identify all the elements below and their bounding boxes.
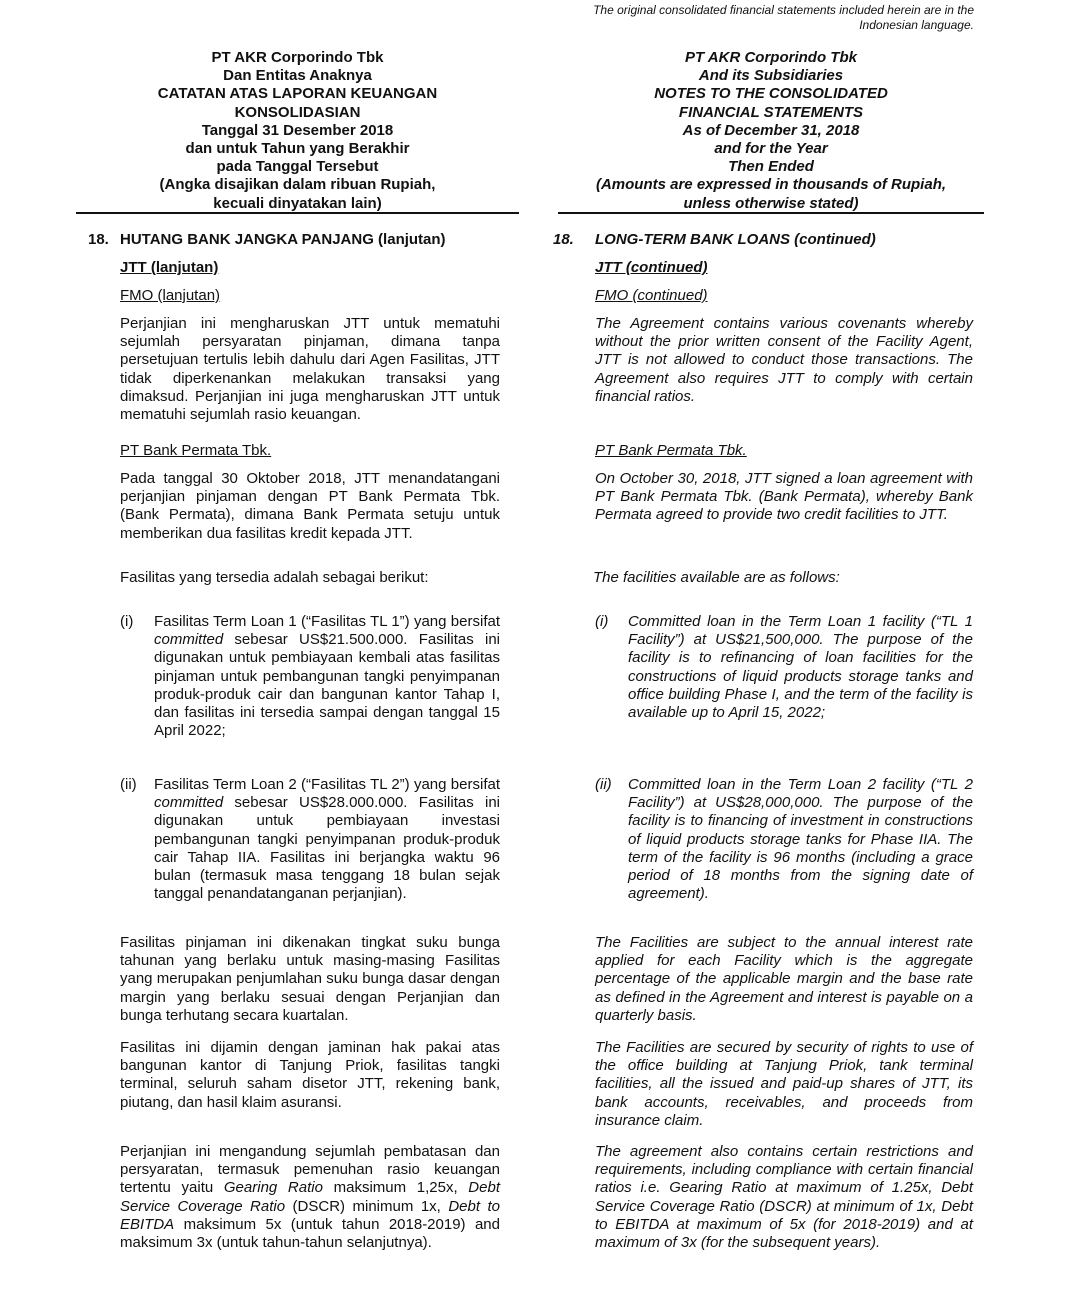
subheading-jtt: JTT (lanjutan) bbox=[120, 259, 219, 276]
item-number: (ii) bbox=[120, 776, 137, 793]
covenant-term: Gearing Ratio bbox=[223, 1179, 323, 1197]
subheading-jtt: JTT (continued) bbox=[595, 259, 708, 276]
header-line: Tanggal 31 Desember 2018 bbox=[201, 121, 394, 139]
permata-heading: PT Bank Permata Tbk. bbox=[120, 442, 272, 459]
header-line: As of December 31, 2018 bbox=[682, 121, 860, 139]
section-number: 18. bbox=[88, 231, 109, 248]
facilities-intro: Fasilitas yang tersedia adalah sebagai berikut: bbox=[120, 569, 429, 586]
facilities-intro: The facilities available are as follows: bbox=[593, 569, 840, 586]
header-line: KONSOLIDASIAN bbox=[234, 103, 361, 121]
header-line: (Angka disajikan dalam ribuan Rupiah, bbox=[159, 176, 436, 194]
section-number: 18. bbox=[553, 231, 574, 248]
header-line: FINANCIAL STATEMENTS bbox=[678, 103, 864, 121]
security-paragraph: The Facilities are secured by security of rights to use of the office building at Tanjung Priok, tank terminal facilities, all the issued and paid-up shares of JTT, its bank accounts, receivables, and proceeds from insurance claim. bbox=[595, 1039, 973, 1129]
header-line: CATATAN ATAS LAPORAN KEUANGAN bbox=[157, 85, 438, 103]
facility-item-tl1 bbox=[154, 613, 500, 740]
subheading-fmo: FMO (lanjutan) bbox=[120, 287, 221, 304]
facility-item-tl2: Committed loan in the Term Loan 2 facility (“TL 2 Facility”) at US$28,000,000. The purpose of the facility is to financing of investment in constructions of liquid products storage tanks for Phase IIA. The term of the facility is 96 months (including a grace period of 18 months from the signing date of agreement). bbox=[628, 776, 973, 903]
permata-heading: PT Bank Permata Tbk. bbox=[595, 442, 747, 459]
section-title: LONG-TERM BANK LOANS (continued) bbox=[595, 231, 876, 248]
covenant-term: Debt Service Coverage Ratio bbox=[120, 1179, 500, 1215]
item-emphasis: committed bbox=[154, 631, 224, 649]
covenant-text: Perjanjian ini mengandung sejumlah pembatasan dan persyaratan, termasuk pemenuhan rasio keuangan tertentu yaitu bbox=[120, 1143, 500, 1197]
header-line: kecuali dinyatakan lain) bbox=[213, 194, 382, 212]
header-line: (Amounts are expressed in thousands of Rupiah, bbox=[595, 176, 947, 194]
covenant-text: maksimum 1,25x, bbox=[322, 1179, 469, 1197]
item-emphasis: committed bbox=[154, 794, 224, 812]
covenant-paragraph: The agreement also contains certain restrictions and requirements, including compliance with certain financial ratios i.e. Gearing Ratio at maximum of 1.25x, Debt Service Coverage Ratio (DSCR) at minimum of 1x, Debt to EBITDA at maximum of 5x (for 2018-2019) and at maximum of 3x (for the subsequent years). bbox=[595, 1143, 973, 1252]
header-line: unless otherwise stated) bbox=[683, 194, 859, 212]
header-english bbox=[558, 49, 984, 213]
section-title: HUTANG BANK JANGKA PANJANG (lanjutan) bbox=[120, 231, 446, 248]
header-line: pada Tanggal Tersebut bbox=[216, 158, 379, 176]
header-line: Dan Entitas Anaknya bbox=[223, 67, 372, 85]
header-line: and for the Year bbox=[714, 140, 828, 158]
item-text: sebesar US$28.000.000. Fasilitas ini digunakan untuk pembiayaan investasi pembangunan tangki penyimpanan produk-produk cair Tahap IIA. Fasilitas ini berjangka waktu 96 bulan (termasuk masa tenggang 18 bulan sejak tanggal penandatanganan perjanjian). bbox=[154, 794, 500, 903]
header-line: And its Subsidiaries bbox=[698, 67, 844, 85]
header-line: dan untuk Tahun yang Berakhir bbox=[185, 140, 410, 158]
header-line: Then Ended bbox=[728, 158, 814, 176]
permata-paragraph: On October 30, 2018, JTT signed a loan agreement with PT Bank Permata Tbk. (Bank Permata), whereby Bank Permata agreed to provide two credit facilities to JTT. bbox=[595, 470, 973, 524]
interest-paragraph: The Facilities are subject to the annual interest rate applied for each Facility which is the aggregate percentage of the applicable margin and the base rate as defined in the Agreement and interest is payable on a quarterly basis. bbox=[595, 934, 973, 1024]
covenant-text: maksimum 5x (untuk tahun 2018-2019) and maksimum 3x (untuk tahun-tahun selanjutnya). bbox=[120, 1215, 500, 1252]
item-number: (i) bbox=[120, 613, 134, 630]
subheading-fmo: FMO (continued) bbox=[595, 287, 708, 304]
security-paragraph: Fasilitas ini dijamin dengan jaminan hak pakai atas bangunan kantor di Tanjung Priok, fasilitas tangki terminal, seluruh saham disetor JTT, rekening bank, piutang, dan hasil klaim asuransi. bbox=[120, 1039, 500, 1111]
facility-item-tl1: Committed loan in the Term Loan 1 facility (“TL 1 Facility”) at US$21,500,000. The purpose of the facility is to refinancing of loan facilities for the constructions of liquid products storage tanks and office building Phase I, and the term of the facility is available up to April 15, 2022; bbox=[628, 613, 973, 722]
header-divider-right bbox=[558, 212, 984, 214]
header-line: NOTES TO THE CONSOLIDATED bbox=[654, 85, 888, 103]
item-number: (i) bbox=[595, 613, 609, 630]
fmo-paragraph: The Agreement contains various covenants whereby without the prior written consent of the Facility Agent, JTT is not allowed to conduct those transactions. The Agreement also requires JTT to comply with certain financial ratios. bbox=[595, 315, 973, 405]
permata-paragraph: Pada tanggal 30 Oktober 2018, JTT menandatangani perjanjian pinjaman dengan PT Bank Permata Tbk. (Bank Permata), dimana Bank Permata setuju untuk memberikan dua fasilitas kredit kepada JTT. bbox=[120, 470, 500, 542]
header-indonesian bbox=[76, 49, 519, 213]
header-divider-left bbox=[76, 212, 519, 214]
covenant-text: (DSCR) minimum 1x, bbox=[285, 1197, 449, 1215]
item-text: sebesar US$21.500.000. Fasilitas ini digunakan untuk pembiayaan kembali atas fasilitas pinjaman untuk pembangunan tangki penyimpanan produk-produk cair dan bangunan kantor Tahap I, dan fasilitas ini tersedia sampai dengan tanggal 15 April 2022; bbox=[154, 631, 500, 740]
item-number: (ii) bbox=[595, 776, 612, 793]
facility-item-tl2 bbox=[154, 776, 500, 903]
covenant-term: Debt to EBITDA bbox=[120, 1197, 500, 1233]
translation-note: The original consolidated financial statements included herein are in the Indonesian language. bbox=[593, 3, 974, 32]
interest-paragraph: Fasilitas pinjaman ini dikenakan tingkat suku bunga tahunan yang berlaku untuk masing-masing Fasilitas yang merupakan penjumlahan suku bunga dasar dengan margin yang berlaku sesuai dengan Perjanjian dan bunga terhutang secara kuartalan. bbox=[120, 934, 500, 1024]
fmo-paragraph: Perjanjian ini mengharuskan JTT untuk mematuhi sejumlah persyaratan pinjaman, dimana tanpa persetujuan tertulis lebih dahulu dari Agen Fasilitas, JTT tidak diperkenankan melakukan transaksi yang dimaksud. Perjanjian ini juga mengharuskan JTT untuk mematuhi sejumlah rasio keuangan. bbox=[120, 315, 500, 424]
item-text: Fasilitas Term Loan 2 (“Fasilitas TL 2”) yang bersifat bbox=[154, 776, 500, 793]
covenant-paragraph bbox=[120, 1143, 500, 1252]
header-line: PT AKR Corporindo Tbk bbox=[211, 49, 384, 66]
header-line: PT AKR Corporindo Tbk bbox=[685, 49, 857, 66]
item-text: Fasilitas Term Loan 1 (“Fasilitas TL 1”) yang bersifat bbox=[154, 613, 500, 630]
